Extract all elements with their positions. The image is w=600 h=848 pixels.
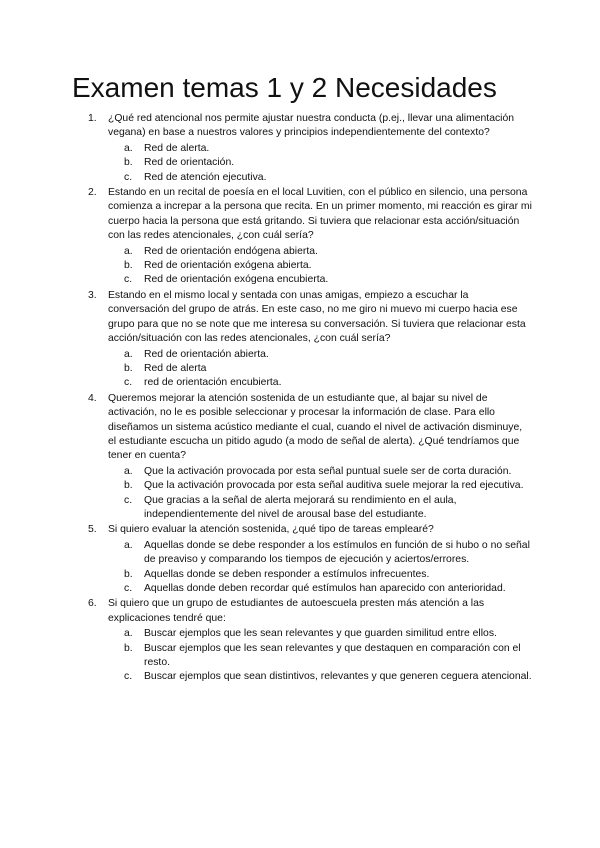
question-number: 5.	[88, 524, 97, 536]
option-letter: a.	[124, 348, 133, 360]
option-letter: b.	[124, 568, 133, 580]
option-list	[108, 539, 532, 597]
question-number: 3.	[88, 289, 97, 301]
option-b	[108, 568, 532, 582]
option-letter: b.	[124, 642, 133, 654]
question-2	[72, 186, 532, 288]
option-text: Red de atención ejecutiva.	[144, 171, 267, 183]
option-c	[108, 273, 532, 287]
question-text: Si quiero evaluar la atención sostenida, ¿qué tipo de tareas emplearé?	[108, 524, 434, 536]
question-6	[72, 597, 532, 684]
option-a	[108, 245, 532, 259]
option-letter: c.	[124, 274, 133, 286]
option-text: Red de orientación endógena abierta.	[144, 245, 318, 257]
option-text: red de orientación encubierta.	[144, 377, 282, 389]
option-letter: a.	[124, 245, 133, 257]
option-text: Red de orientación exógena encubierta.	[144, 274, 329, 286]
option-text: Que la activación provocada por esta señal puntual suele ser de corta duración.	[144, 465, 512, 477]
question-text: ¿Qué red atencional nos permite ajustar nuestra conducta (p.ej., llevar una alimentación vegana) en base a nuestros valores y principios independientemente del contexto?	[108, 113, 515, 139]
option-text: Red de orientación abierta.	[144, 348, 269, 360]
option-c	[108, 582, 532, 596]
document-title: Examen temas 1 y 2 Necesidades	[72, 72, 497, 103]
option-text: Que gracias a la señal de alerta mejorará su rendimiento en el aula, independientemente del nivel de arousal base del estudiante.	[144, 494, 457, 520]
question-number: 2.	[88, 187, 97, 199]
option-letter: a.	[124, 465, 133, 477]
option-a	[108, 539, 532, 568]
question-3	[72, 289, 532, 391]
option-c	[108, 494, 532, 523]
option-letter: c.	[124, 377, 133, 389]
option-letter: c.	[124, 583, 133, 594]
option-text: Buscar ejemplos que les sean relevantes y que destaquen en comparación con el resto.	[144, 642, 521, 669]
option-text: Red de alerta.	[144, 142, 210, 154]
question-text: Estando en un recital de poesía en el local Luvitien, con el público en silencio, una persona comienza a increpar a la persona que recita. En un primer momento, mi reacción es girar mi cuerpo hacia la persona que está gritando. Si tuviera que relacionar esta acción/situación con las redes atencionales, ¿con cuál sería?	[108, 187, 532, 242]
option-a	[108, 348, 532, 362]
question-4	[72, 392, 532, 523]
question-number: 6.	[88, 598, 97, 610]
option-letter: c.	[124, 671, 133, 683]
option-text: Aquellas donde deben recordar qué estímulos han aparecido con anterioridad.	[144, 583, 506, 594]
question-5	[72, 523, 532, 596]
option-list	[108, 465, 532, 523]
option-letter: c.	[124, 494, 133, 506]
option-text: Red de alerta	[144, 362, 207, 374]
option-c	[108, 376, 532, 390]
option-text: Aquellas donde se debe responder a los estímulos en función de si hubo o no señal de preaviso y comparando los tiempos de ejecución y aciertos/errores.	[144, 539, 530, 566]
option-letter: b.	[124, 157, 133, 169]
option-text: Buscar ejemplos que sean distintivos, relevantes y que generen ceguera atencional.	[144, 671, 532, 683]
option-text: Red de orientación.	[144, 157, 235, 169]
question-list	[72, 112, 532, 686]
option-text: Que la activación provocada por esta señal auditiva suele mejorar la red ejecutiva.	[144, 480, 524, 492]
option-b	[108, 362, 532, 376]
option-text: Red de orientación exógena abierta.	[144, 260, 312, 272]
option-a	[108, 142, 532, 156]
option-letter: a.	[124, 539, 133, 551]
option-list	[108, 348, 532, 391]
option-list	[108, 142, 532, 185]
question-1	[72, 112, 532, 185]
option-c	[108, 670, 532, 684]
question-text: Si quiero que un grupo de estudiantes de autoescuela presten más atención a las explicaciones tendré que:	[108, 598, 485, 624]
option-b	[108, 479, 532, 493]
option-a	[108, 465, 532, 479]
option-list	[108, 245, 532, 288]
option-letter: b.	[124, 362, 133, 374]
option-b	[108, 259, 532, 273]
option-b	[108, 156, 532, 170]
option-letter: b.	[124, 480, 133, 492]
question-text: Estando en el mismo local y sentada con unas amigas, empiezo a escuchar la conversación del grupo de atrás. En este caso, no me giro ni muevo mi cuerpo hacia ese grupo para que no se note que me interesa su conversación. Si tuviera que relacionar esta acción/situación con las redes atencionales, ¿con cuál sería?	[108, 289, 526, 345]
option-b	[108, 642, 532, 671]
option-c	[108, 171, 532, 185]
option-text: Buscar ejemplos que les sean relevantes y que guarden similitud entre ellos.	[144, 628, 497, 640]
option-letter: a.	[124, 628, 133, 640]
option-a	[108, 627, 532, 641]
question-number: 4.	[88, 392, 97, 404]
question-text: Queremos mejorar la atención sostenida de un estudiante que, al bajar su nivel de activación, no le es posible seleccionar y procesar la información de clase. Para ello diseñamos un sistema acústico mediante el cual, cuando el nivel de activación disminuye, el estudiante escucha un pitido agudo (a modo de señal de alerta). ¿Qué tendríamos que tener en cuenta?	[108, 392, 523, 462]
option-letter: c.	[124, 171, 133, 183]
option-letter: b.	[124, 260, 133, 272]
question-number: 1.	[88, 113, 97, 124]
option-letter: a.	[124, 142, 133, 154]
option-text: Aquellas donde se deben responder a estímulos infrecuentes.	[144, 568, 430, 580]
option-list	[108, 627, 532, 685]
